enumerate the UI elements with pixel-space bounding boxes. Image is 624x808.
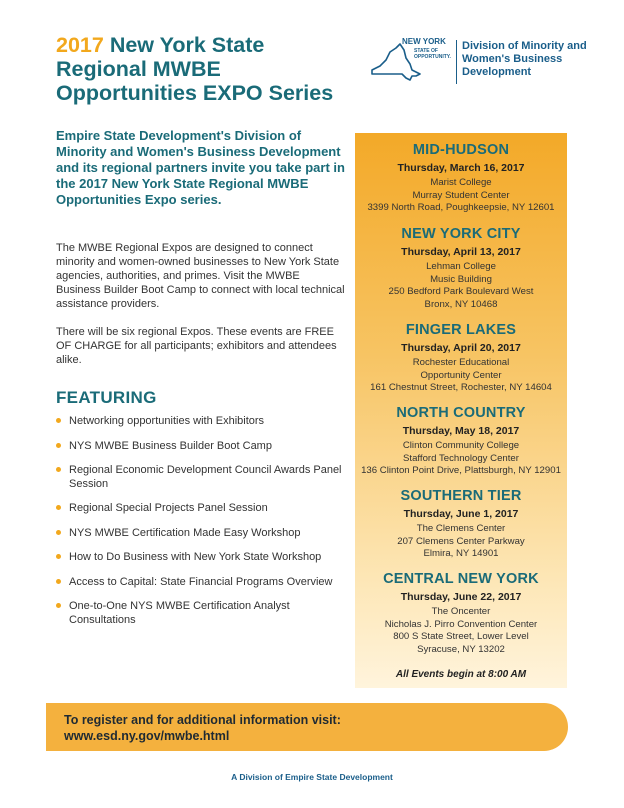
event-date: Thursday, June 22, 2017 [400, 591, 522, 603]
division-name: Division of Minority and Women's Business Development [462, 40, 587, 78]
event-region: FINGER LAKES [405, 322, 517, 338]
event-region: CENTRAL NEW YORK [383, 571, 539, 587]
feature-text: NYS MWBE Certification Made Easy Workshop [69, 526, 301, 539]
event-north-country [355, 404, 567, 478]
event-address-line: The Oncenter [431, 606, 491, 617]
event-address-line: Lehman College [426, 261, 496, 272]
feature-item [56, 600, 346, 627]
feature-text: Access to Capital: State Financial Programs Overview [69, 575, 333, 588]
event-address-line: Nicholas J. Pirro Convention Center [384, 618, 538, 630]
feature-text: Networking opportunities with Exhibitors [69, 415, 265, 427]
feature-item [56, 502, 346, 516]
bullet-icon [56, 467, 61, 472]
event-address-line: 800 S State Street, Lower Level [393, 631, 529, 642]
event-central-new-york [355, 570, 567, 656]
register-text: To register and for additional information visit: [64, 713, 341, 727]
event-date: Thursday, April 20, 2017 [401, 342, 521, 354]
bullet-icon [56, 603, 61, 608]
event-address-line: Bronx, NY 10468 [424, 298, 498, 310]
features-list [56, 415, 346, 638]
logo-ny-line2: STATE OF [414, 48, 438, 54]
event-address-line: Rochester Educational [412, 357, 510, 368]
new-york-state-map-icon [366, 40, 424, 86]
feature-item [56, 576, 346, 590]
event-finger-lakes [355, 321, 567, 395]
logo-ny-line3: OPPORTUNITY. [414, 54, 451, 60]
featuring-heading: FEATURING [56, 388, 157, 407]
event-date: Thursday, March 16, 2017 [397, 162, 525, 174]
event-address-line: Marist College [430, 177, 492, 188]
event-date: Thursday, April 13, 2017 [401, 246, 521, 258]
bullet-icon [56, 443, 61, 448]
paragraph-free-of-charge: There will be six regional Expos. These events are FREE OF CHARGE for all participants; exhibitors and attendees alike. [56, 326, 337, 366]
event-address-line: 207 Clemens Center Parkway [397, 535, 525, 547]
feature-text: Regional Special Projects Panel Session [69, 502, 268, 514]
bullet-icon [56, 418, 61, 423]
event-address-line: Clinton Community College [402, 440, 520, 451]
event-region: NEW YORK CITY [401, 226, 521, 242]
register-link[interactable]: www.esd.ny.gov/mwbe.html [64, 729, 230, 743]
event-new-york-city [355, 225, 567, 311]
all-events-note: All Events begin at 8:00 AM [395, 669, 527, 680]
nys-logo [364, 36, 587, 96]
event-address-line: Music Building [430, 273, 492, 285]
event-address-line: The Clemens Center [416, 523, 506, 534]
event-date: Thursday, May 18, 2017 [402, 425, 520, 437]
event-address-line: Murray Student Center [412, 189, 510, 201]
event-region: NORTH COUNTRY [396, 405, 526, 421]
event-address-line: Opportunity Center [420, 369, 502, 381]
feature-item [56, 415, 346, 429]
feature-text: NYS MWBE Business Builder Boot Camp [69, 439, 272, 452]
event-address-line: 250 Bedford Park Boulevard West [388, 286, 534, 297]
page-title [56, 33, 356, 105]
event-address-line: 3399 North Road, Poughkeepsie, NY 12601 [367, 202, 555, 213]
event-address-line: 136 Clinton Point Drive, Plattsburgh, NY 12901 [361, 465, 561, 476]
event-region: MID-HUDSON [412, 142, 510, 158]
intro-text: Empire State Development's Division of Minority and Women's Business Development and its regional partners invite you take part in the 2017 New York State Regional MWBE Opportunities Expo series. [56, 128, 345, 207]
event-address-line: Elmira, NY 14901 [423, 548, 499, 559]
bullet-icon [56, 554, 61, 559]
title-text: New York State Regional MWBE Opportunities EXPO Series [56, 33, 334, 105]
feature-item [56, 527, 346, 541]
event-address-line: 161 Chestnut Street, Rochester, NY 14604 [370, 382, 552, 393]
event-address-line: Stafford Technology Center [403, 452, 519, 464]
paragraph-description: The MWBE Regional Expos are designed to connect minority and women-owned businesses to New York State agencies, authorities, and primes. Visit the MWBE Business Builder Boot Camp to connect with local technical assistance providers. [56, 242, 345, 310]
event-date: Thursday, June 1, 2017 [403, 508, 519, 520]
feature-item [56, 551, 346, 565]
logo-divider [456, 40, 457, 84]
register-banner [46, 703, 568, 751]
logo-ny-line1: NEW YORK [402, 37, 446, 46]
event-region: SOUTHERN TIER [400, 488, 522, 504]
event-address-line: Syracuse, NY 13202 [417, 643, 505, 655]
feature-text: Regional Economic Development Council Awards Panel Session [69, 464, 342, 490]
footer-text: A Division of Empire State Development [231, 772, 393, 782]
bullet-icon [56, 530, 61, 535]
event-southern-tier [355, 487, 567, 561]
feature-item [56, 464, 346, 491]
feature-text: One-to-One NYS MWBE Certification Analyst Consultations [69, 600, 290, 626]
events-panel [355, 133, 567, 688]
bullet-icon [56, 579, 61, 584]
event-mid-hudson [355, 141, 567, 215]
title-year: 2017 [56, 33, 104, 57]
feature-text: How to Do Business with New York State Workshop [69, 551, 322, 563]
feature-item [56, 440, 346, 454]
bullet-icon [56, 505, 61, 510]
